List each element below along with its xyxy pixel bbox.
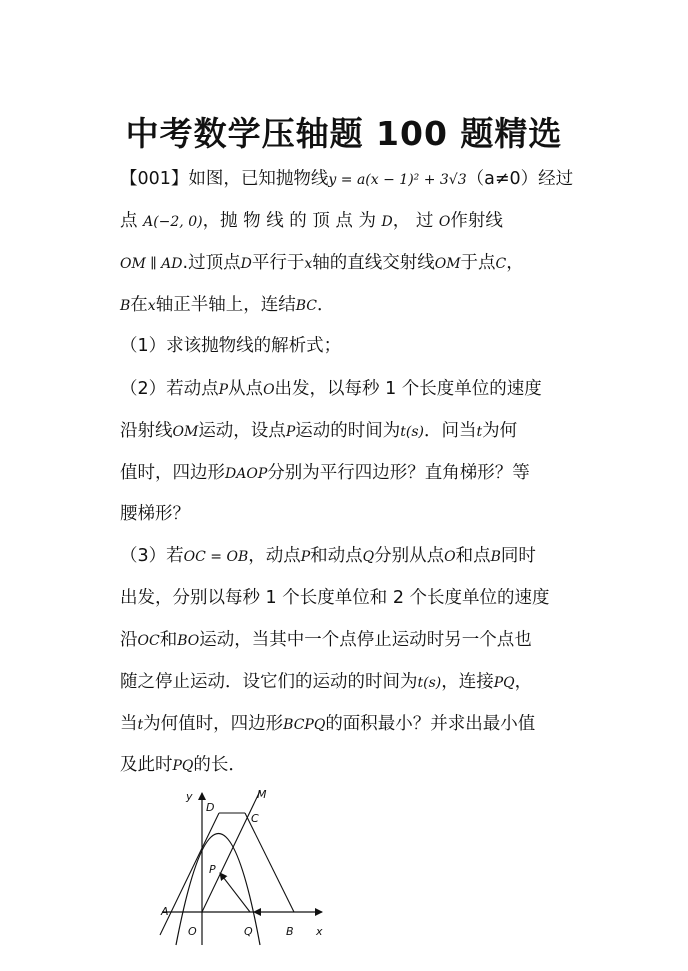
text: 值时，四边形 bbox=[120, 463, 225, 483]
math: Q bbox=[362, 549, 375, 565]
text: 沿射线 bbox=[120, 421, 173, 441]
text: 点 bbox=[120, 211, 144, 231]
math: BO bbox=[177, 633, 200, 649]
text: 运动的时间为 bbox=[295, 421, 401, 441]
line-1 bbox=[120, 166, 573, 193]
math: t(s) bbox=[400, 424, 424, 440]
question-2-line-1 bbox=[120, 376, 542, 403]
math: O bbox=[438, 214, 451, 230]
math: PQ bbox=[172, 758, 194, 774]
text: ，抛 物 线 的 顶 点 为 bbox=[202, 211, 382, 231]
question-3-line-5 bbox=[120, 711, 535, 738]
question-3-line-6 bbox=[120, 752, 246, 779]
text: 的面积最小？并求出最小值 bbox=[325, 714, 536, 734]
question-3-line-4 bbox=[120, 669, 532, 696]
text: ．问当 bbox=[423, 421, 477, 441]
text: （2）若动点 bbox=[120, 379, 219, 399]
geometry-figure bbox=[140, 785, 330, 955]
label-c: C bbox=[251, 812, 259, 825]
text: 为何 bbox=[482, 421, 518, 441]
math: D bbox=[381, 214, 393, 230]
text: ，连接 bbox=[441, 672, 494, 692]
label-d: D bbox=[206, 801, 215, 814]
question-3-line-1 bbox=[120, 543, 536, 570]
math: P bbox=[285, 424, 296, 440]
question-1: （1）求该抛物线的解析式； bbox=[120, 336, 342, 356]
question-2-line-3 bbox=[120, 460, 530, 487]
text: 轴正半轴上，连结 bbox=[155, 295, 296, 315]
text: （3）若 bbox=[120, 546, 184, 566]
math: OM bbox=[434, 256, 461, 272]
text: .过顶点 bbox=[182, 253, 241, 273]
text: 和动点 bbox=[310, 546, 363, 566]
text: 分别从点 bbox=[374, 546, 445, 566]
text: 沿 bbox=[120, 630, 138, 650]
text: ． bbox=[316, 295, 335, 315]
text: ， bbox=[506, 253, 524, 273]
line-4 bbox=[120, 292, 334, 319]
math: B bbox=[120, 298, 131, 314]
question-3-line-3 bbox=[120, 627, 532, 654]
math: PQ bbox=[493, 675, 515, 691]
text: 平行于 bbox=[251, 253, 305, 273]
math: OC = OB bbox=[183, 549, 249, 565]
text: 运动，设点 bbox=[198, 421, 286, 441]
math: OM ∥ AD bbox=[120, 256, 183, 272]
label-q: Q bbox=[244, 925, 253, 938]
text: 和 bbox=[159, 630, 178, 650]
text: 及此时 bbox=[120, 755, 173, 775]
label-a: A bbox=[161, 905, 169, 918]
text: 为何值时，四边形 bbox=[143, 714, 284, 734]
text: ， bbox=[514, 672, 533, 692]
text: 的长． bbox=[193, 755, 246, 775]
page-title: 中考数学压轴题 100 题精选 bbox=[125, 114, 563, 153]
math: t bbox=[476, 424, 483, 440]
text: 出发，以每秒 1 个长度单位的速度 bbox=[274, 379, 542, 399]
text: 运动，当其中一个点停止运动时另一个点也 bbox=[199, 630, 532, 650]
text: 分别为平行四边形？直角梯形？等 bbox=[267, 463, 530, 483]
label-o: O bbox=[188, 925, 197, 938]
math: B bbox=[490, 549, 501, 565]
math: x bbox=[147, 298, 156, 314]
text: 随之停止运动．设它们的运动的时间为 bbox=[120, 672, 418, 692]
math: x bbox=[304, 256, 313, 272]
text: 于点 bbox=[460, 253, 496, 273]
question-2-line-2 bbox=[120, 418, 517, 445]
segment-bc bbox=[245, 813, 294, 912]
math: O bbox=[263, 382, 275, 398]
parabola-equation: y = a(x − 1)² + 3√3 bbox=[328, 172, 467, 188]
math: OC bbox=[137, 633, 160, 649]
text: 在 bbox=[130, 295, 148, 315]
question-3-line-2: 出发，分别以每秒 1 个长度单位和 2 个长度单位的速度 bbox=[120, 588, 550, 608]
label-x: x bbox=[316, 925, 323, 938]
label-p: P bbox=[209, 863, 216, 876]
math: t(s) bbox=[417, 675, 442, 691]
math: O bbox=[444, 549, 456, 565]
label-m: M bbox=[257, 788, 267, 801]
text: 从点 bbox=[228, 379, 264, 399]
question-2-line-4: 腰梯形？ bbox=[120, 504, 190, 524]
math: D bbox=[240, 256, 252, 272]
text: 【001】如图，已知抛物线 bbox=[120, 169, 329, 189]
text: 同时 bbox=[500, 546, 536, 566]
label-b: B bbox=[286, 925, 294, 938]
math: t bbox=[137, 717, 144, 733]
point-a: A(−2, 0) bbox=[143, 214, 203, 230]
math: BC bbox=[295, 298, 317, 314]
math: P bbox=[218, 382, 229, 398]
text: 轴的直线交射线 bbox=[312, 253, 435, 273]
math: DAOP bbox=[225, 466, 268, 482]
label-y: y bbox=[186, 790, 193, 803]
text: 和点 bbox=[455, 546, 491, 566]
math: BCPQ bbox=[283, 717, 326, 733]
text: 作射线 bbox=[450, 211, 503, 231]
math: P bbox=[300, 549, 311, 565]
line-2 bbox=[120, 208, 503, 235]
text: ， 过 bbox=[392, 211, 439, 231]
line-3 bbox=[120, 250, 524, 277]
math: C bbox=[495, 256, 507, 272]
text: 当 bbox=[120, 714, 138, 734]
math: OM bbox=[172, 424, 199, 440]
text: （a≠0）经过 bbox=[466, 169, 574, 189]
text: ，动点 bbox=[248, 546, 301, 566]
